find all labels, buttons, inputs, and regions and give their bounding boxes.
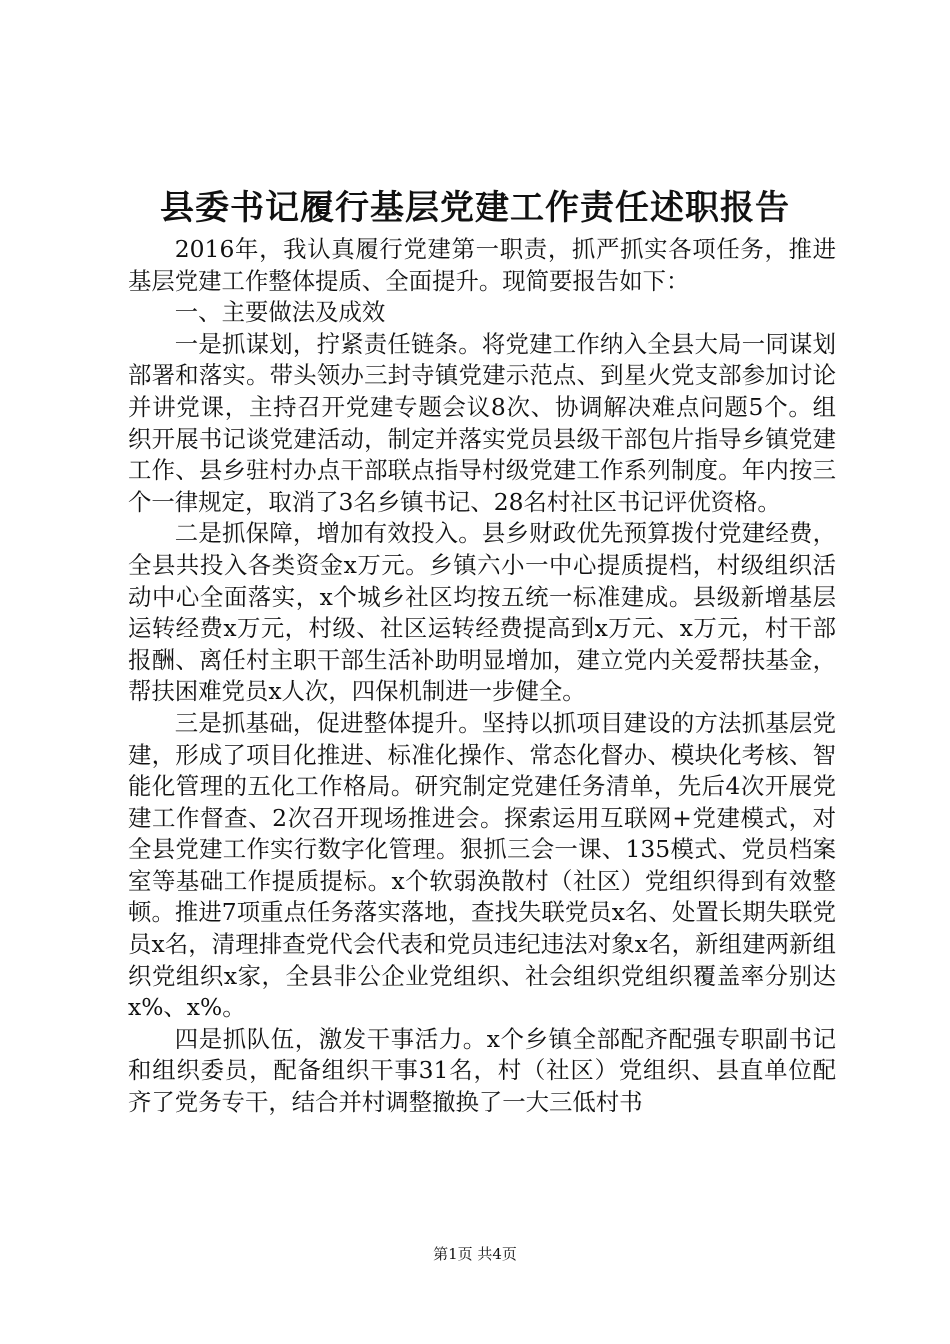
paragraph-guarantee: 二是抓保障，增加有效投入。县乡财政优先预算拨付党建经费，全县共投入各类资金x万元。乡镇六小一中心提质提档，村级组织活动中心全面落实，x个城乡社区均按五统一标准建成。县级新增基层运转经费x万元，村级、社区运转经费提高到x万元、x万元，村干部报酬、离任村主职干部生活补助明显增加，建立党内关爱帮扶基金，帮扶困难党员x人次，四保机制进一步健全。 [128, 519, 836, 706]
page-footer: 第1页 共4页 [433, 1245, 517, 1263]
document-title: 县委书记履行基层党建工作责任述职报告 [160, 188, 790, 228]
paragraph-foundation: 三是抓基础，促进整体提升。坚持以抓项目建设的方法抓基层党建，形成了项目化推进、标准化操作、常态化督办、模块化考核、智能化管理的五化工作格局。研究制定党建任务清单，先后4次开展党建工作督查、2次召开现场推进会。探索运用互联网+党建模式，对全县党建工作实行数字化管理。狠抓三会一课、135模式、党员档案室等基础工作提质提标。x个软弱涣散村（社区）党组织得到有效整顿。推进7项重点任务落实落地，查找失联党员x名、处置长期失联党员x名，清理排查党代会代表和党员违纪违法对象x名，新组建两新组织党组织x家，全县非公企业党组织、社会组织党组织覆盖率分别达x%、x%。 [128, 708, 836, 1022]
paragraph-intro: 2016年，我认真履行党建第一职责，抓严抓实各项任务，推进基层党建工作整体提质、全面提升。现简要报告如下： [128, 235, 836, 295]
paragraph-team: 四是抓队伍，激发干事活力。x个乡镇全部配齐配强专职副书记和组织委员，配备组织干事31名，村（社区）党组织、县直单位配齐了党务专干，结合并村调整撤换了一大三低村书 [128, 1024, 836, 1117]
paragraph-planning: 一是抓谋划，拧紧责任链条。将党建工作纳入全县大局一同谋划部署和落实。带头领办三封寺镇党建示范点、到星火党支部参加讨论并讲党课，主持召开党建专题会议8次、协调解决难点问题5个。组织开展书记谈党建活动，制定并落实党员县级干部包片指导乡镇党建工作、县乡驻村办点干部联点指导村级党建工作系列制度。年内按三个一律规定，取消了3名乡镇书记、28名村社区书记评优资格。 [128, 329, 836, 516]
section-heading: 一、主要做法及成效 [174, 298, 386, 327]
document-body [128, 234, 836, 1119]
